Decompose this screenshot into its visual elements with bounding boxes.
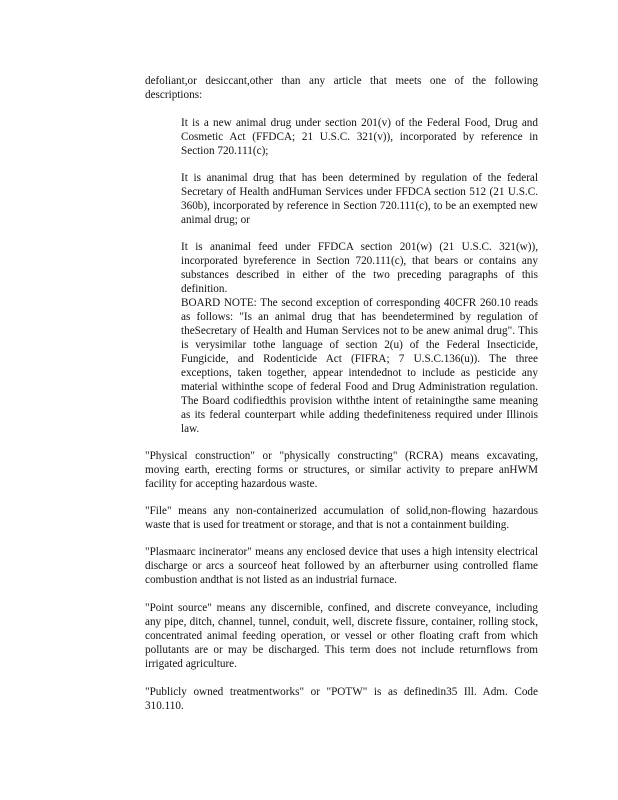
definition-potw: "Publicly owned treatmentworks" or "POTW" is as definedin35 Ill. Adm. Code 310.110. [145, 686, 538, 712]
exception-item-2: It is ananimal drug that has been determined by regulation of the federal Secretary of Health andHuman Services under FFDCA section 512 (21 U.S.C. 360b), incorporated by reference in Section 720.111(c), to be an exempted new animal drug; or [181, 172, 538, 226]
definition-physical-construction: "Physical construction" or "physically constructing" (RCRA) means excavating, moving earth, erecting forms or structures, or similar activity to prepare anHWM facility for accepting hazardous waste. [145, 450, 538, 490]
definition-point-source: "Point source" means any discernible, confined, and discrete conveyance, including any pipe, ditch, channel, tunnel, conduit, well, discrete fissure, container, rolling stock, concentrated animal feeding operation, or vessel or other floating craft from which pollutants are or may be discharged. This term does not include returnflows from irrigated agriculture. [145, 602, 538, 670]
exception-item-3: It is ananimal feed under FFDCA section 201(w) (21 U.S.C. 321(w)), incorporated byreference in Section 720.111(c), that bears or contains any substances described in either of the two preceding paragraphs of this definition. [181, 241, 538, 295]
definition-file: "File" means any non-containerized accumulation of solid,non-flowing hazardous waste that is used for treatment or storage, and that is not a containment building. [145, 505, 538, 531]
intro-paragraph: defoliant,or desiccant,other than any article that meets one of the following descriptions: [145, 75, 538, 101]
board-note: BOARD NOTE: The second exception of corresponding 40CFR 260.10 reads as follows: "Is an animal drug that has beendetermined by regulation of theSecretary of Health and Human Services not to be anew animal drug". This is verysimilar tothe language of section 2(u) of the Federal Insecticide, Fungicide, and Rodenticide Act (FIFRA; 7 U.S.C.136(u)). The three exceptions, taken together, appear intendednot to include as pesticide any material withinthe scope of federal Food and Drug Administration regulation. The Board codifiedthis provision withthe intent of retainingthe same meaning as its federal counterpart while adding thedefiniteness required under Illinois law. [181, 297, 538, 435]
definition-plasma-arc-incinerator: "Plasmaarc incinerator" means any enclosed device that uses a high intensity electrical discharge or arcs a sourceof heat followed by an afterburner using controlled flame combustion andthat is not listed as an industrial furnace. [145, 546, 538, 586]
exception-item-1: It is a new animal drug under section 201(v) of the Federal Food, Drug and Cosmetic Act (FFDCA; 21 U.S.C. 321(v)), incorporated by reference in Section 720.111(c); [181, 117, 538, 157]
